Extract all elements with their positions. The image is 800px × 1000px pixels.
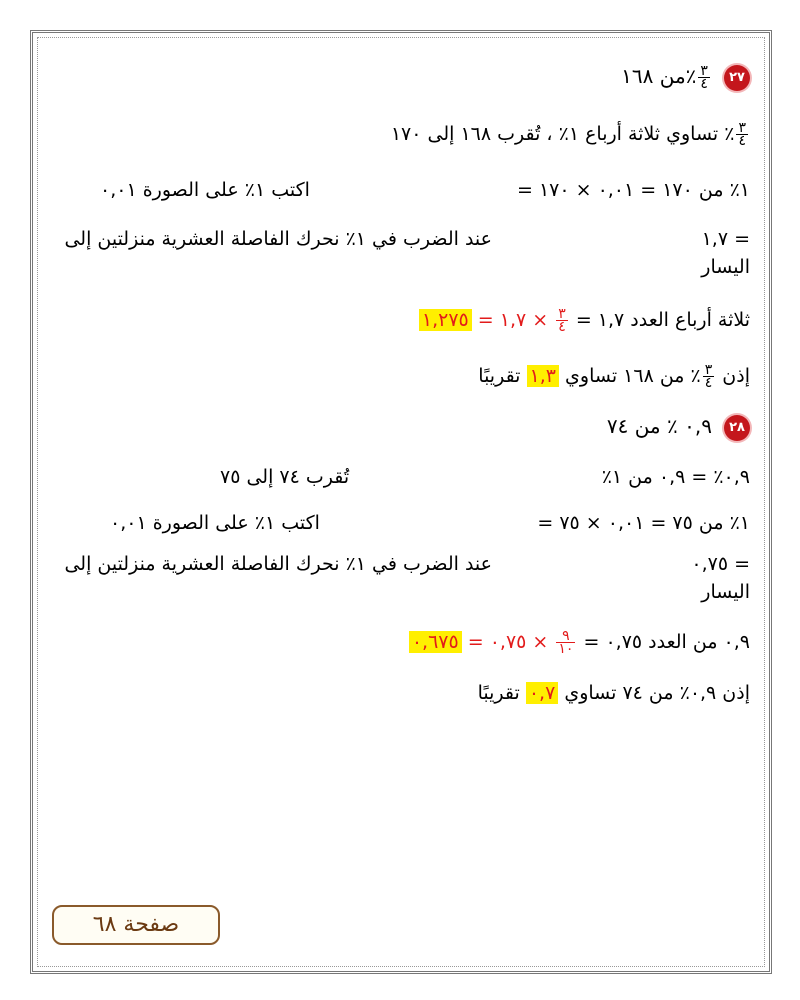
fraction: $\frac{٣}{٤}$ [738,120,746,149]
highlight-answer: ١,٣ [527,365,559,387]
p28-line-3b: عند الضرب في ١٪ نحرك الفاصلة العشرية منزلتين إلى [64,553,492,575]
p27-line-3a: = ١,٧ [701,228,750,250]
highlight-result: ٠,٦٧٥ [409,631,462,653]
fraction: $\frac{٣}{٤}$ [704,362,713,391]
highlight-result: ١,٢٧٥ [419,309,472,331]
fraction: $\frac{٣}{٤}$ [558,306,566,335]
page-border [30,30,772,974]
p27-line-2: ١٪ من ١٧٠ = ٠,٠١ × ١٧٠ = اكتب ١٪ على الصورة ٠,٠١ [100,179,750,201]
fraction: $\frac{٣}{٤}$ [700,63,708,92]
p28-line-1: ٠,٩٪ = ٠,٩ من ١٪ تُقرب ٧٤ إلى ٧٥ [220,466,750,488]
problem-number-badge: ٢٧ [724,65,750,91]
fraction: $\frac{٩}{١٠}$ [558,628,574,657]
page-number-label: صفحة ٦٨ [52,905,220,945]
p27-line-1: $\frac{٣}{٤}$ ٪ تساوي ثلاثة أرباع ١٪ ، تُقرب ١٦٨ إلى ١٧٠ [390,120,746,149]
p28-line-5: إذن ٠,٩٪ من ٧٤ تساوي ٠,٧ تقريبًا [477,682,750,704]
problem-title: $\frac{٣}{٤}$ ٪من ١٦٨ [621,63,708,92]
highlight-answer: ٠,٧ [526,682,558,704]
p27-line-3c: اليسار [701,256,750,278]
problem-28-header [80,414,750,441]
p28-line-2: ١٪ من ٧٥ = ٠,٠١ × ٧٥ = اكتب ١٪ على الصورة ٠,٠١ [110,512,750,534]
problem-number-badge: ٢٨ [724,415,750,441]
p27-line-4: ثلاثة أرباع العدد ١,٧ = $\frac{٣}{٤}$ × ١,٧ = ١,٢٧٥ [80,308,750,333]
problem-title: ٠,٩ ٪ من ٧٤ [606,414,712,438]
p28-line-3c: اليسار [701,581,750,603]
p28-line-3a: = ٠,٧٥ [691,553,750,575]
p27-line-5: إذن $\frac{٣}{٤}$ ٪ من ١٦٨ تساوي ١,٣ تقريبًا [478,362,750,391]
p28-line-4: ٠,٩ من العدد ٠,٧٥ = $\frac{٩}{١٠}$ × ٠,٧٥ = ٠,٦٧٥ [80,630,750,655]
p27-line-3b: عند الضرب في ١٪ نحرك الفاصلة العشرية منزلتين إلى [64,228,492,250]
problem-27-header [80,64,750,91]
